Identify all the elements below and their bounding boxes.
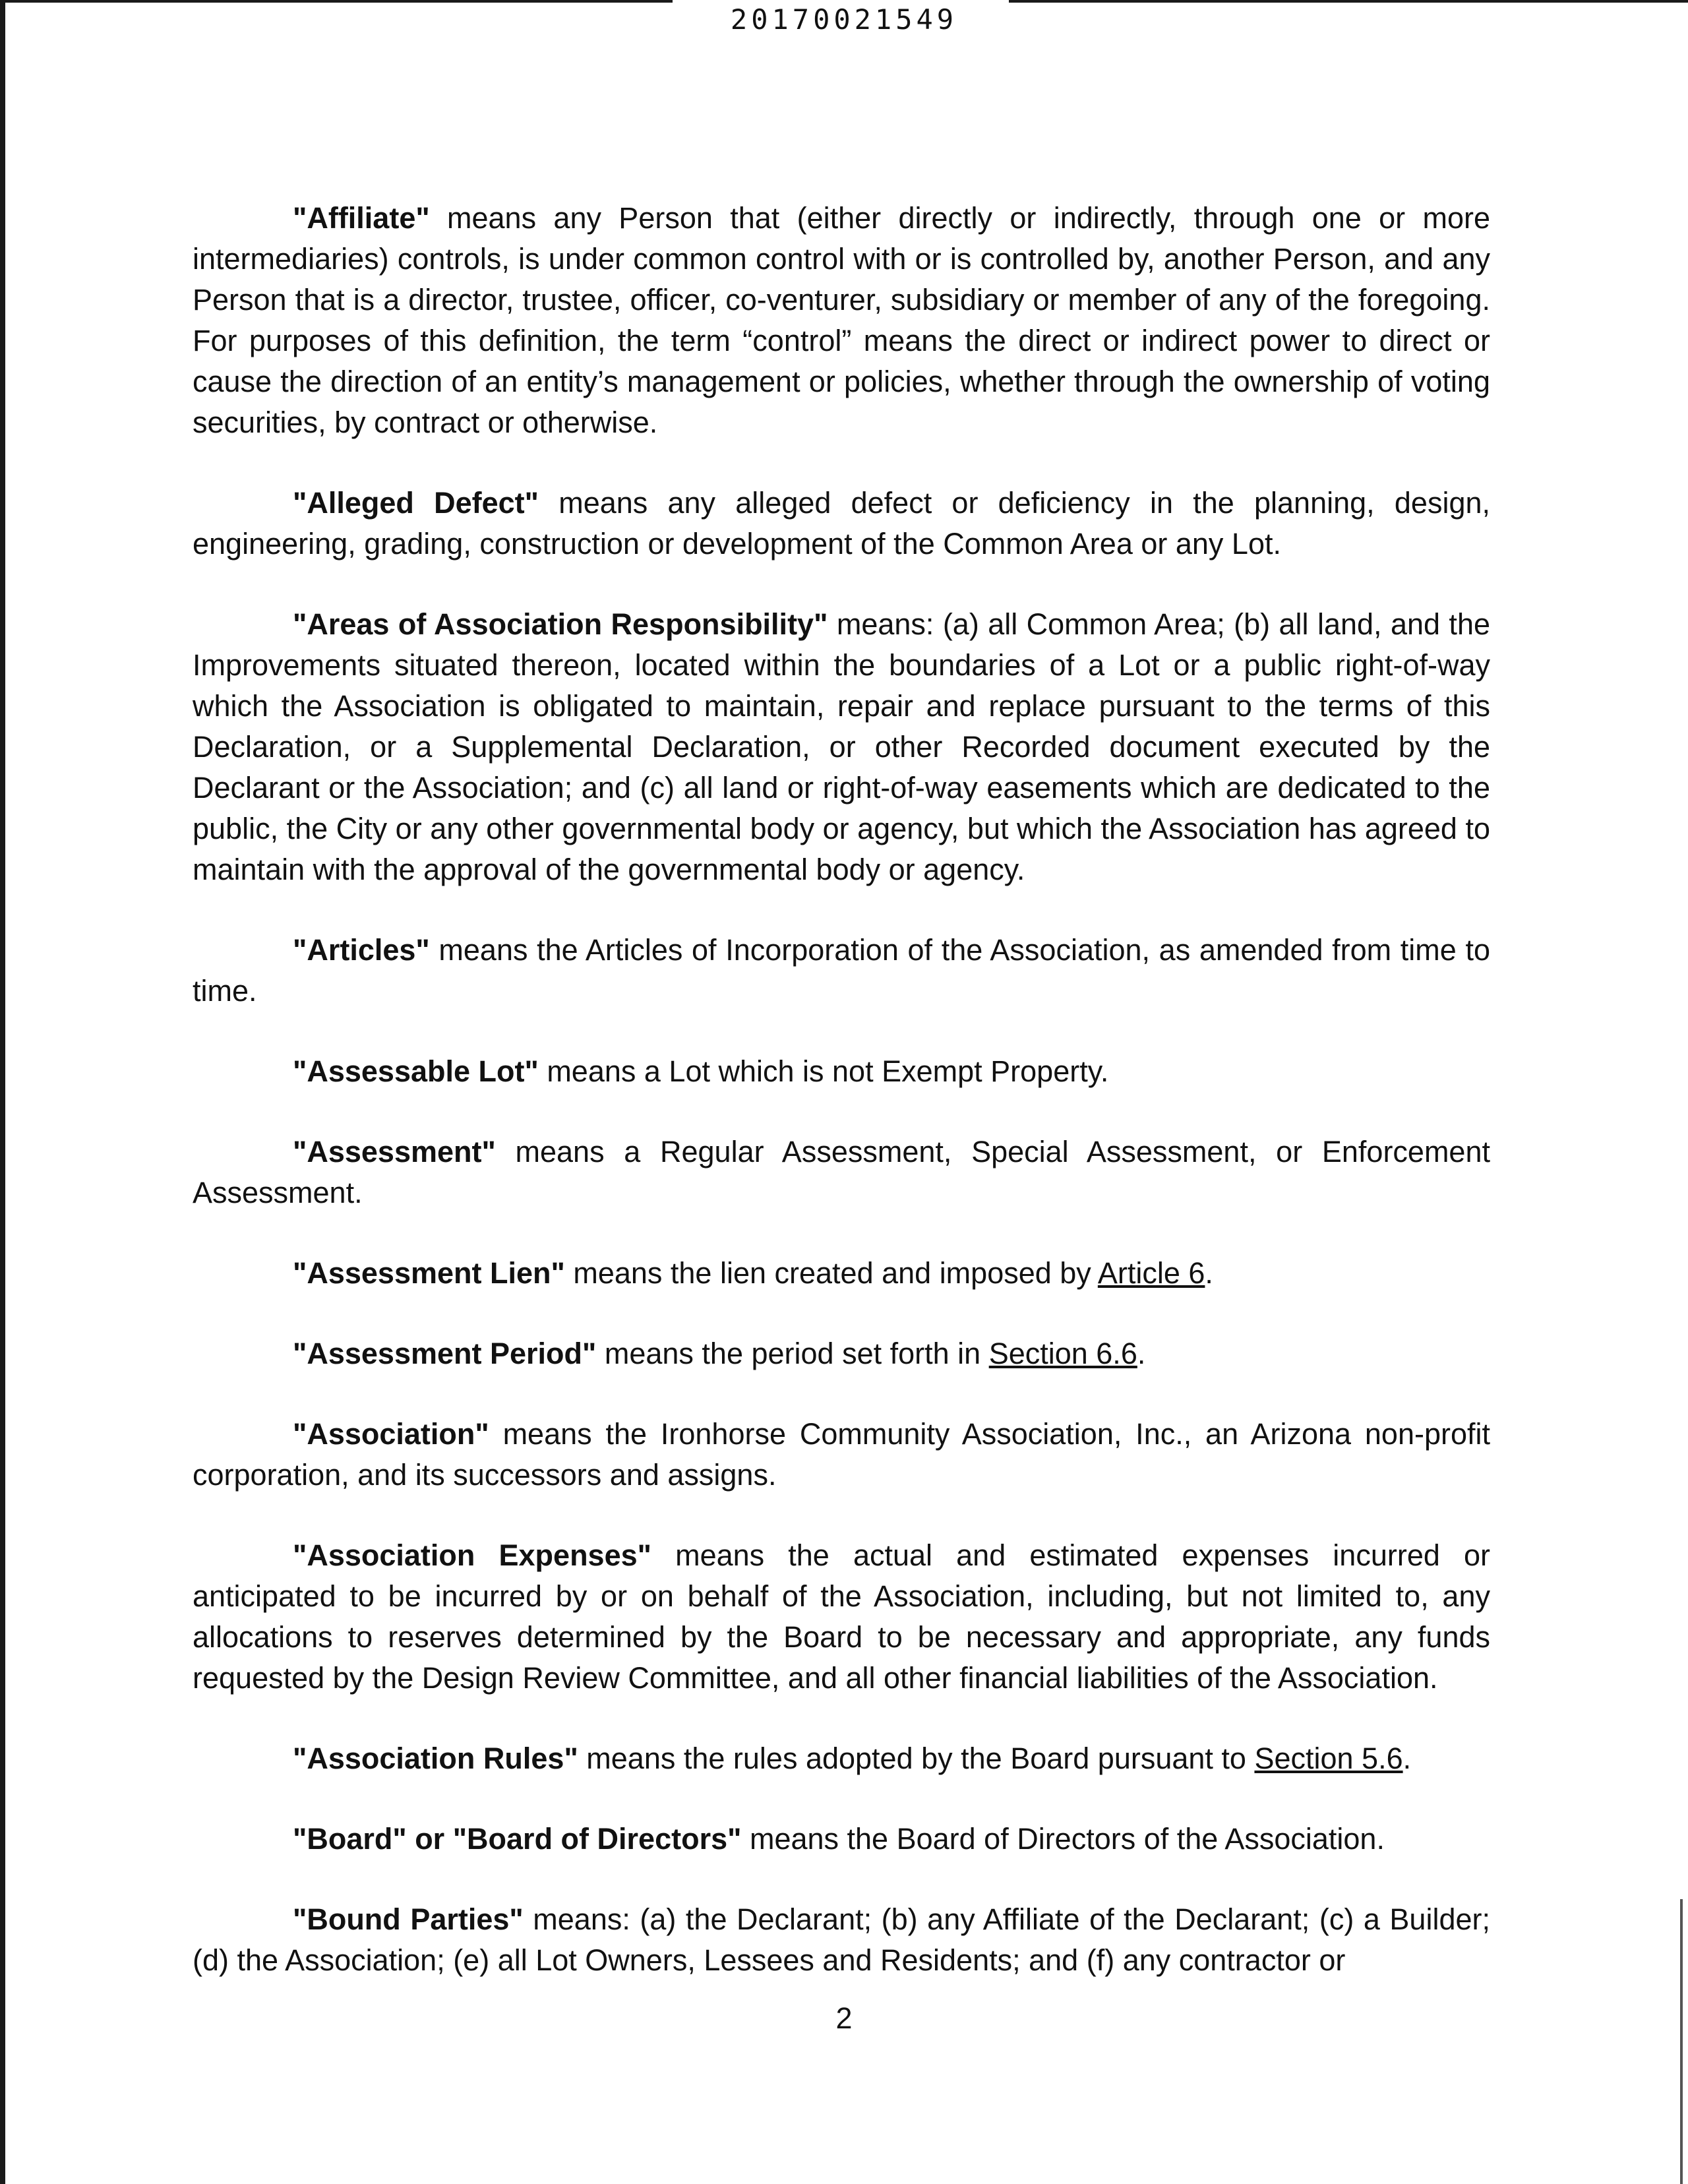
definition-text: means a Regular Assessment, Special Assessment, or Enforcement Assessment. (193, 1135, 1490, 1209)
term-connector: or (406, 1822, 453, 1856)
definition-text: means: (a) all Common Area; (b) all land, and the Improvements situated thereon, located within the boundaries of a Lot or a public right-of-way which the Association is obligated to maintain, repair and replace pursuant to the terms of this Declaration, or a Supplemental Declaration, or other Recorded document executed by the Declarant or the Association; and (c) all land or right-of-way easements which are dedicated to the public, the City or any other governmental body or agency, but which the Association has agreed to maintain with the approval of the governmental body or agency. (193, 607, 1490, 886)
term: "Alleged Defect" (293, 486, 539, 520)
definition-association-rules (193, 1738, 1490, 1779)
page-number: 2 (835, 2001, 853, 2035)
definition-assessment (193, 1132, 1490, 1213)
definition-text: means: (a) the Declarant; (b) any Affiliate of the Declarant; (c) a Builder; (d) the Association; (e) all Lot Owners, Lessees and Residents; and (f) any contractor or (193, 1902, 1490, 1977)
term: "Articles" (293, 933, 430, 967)
term: "Assessable Lot" (293, 1054, 539, 1088)
definition-text: means the rules adopted by the Board pursuant to (578, 1742, 1255, 1775)
definition-text-end: . (1137, 1337, 1146, 1370)
term: "Board" (293, 1822, 407, 1856)
definition-text-end: . (1402, 1742, 1412, 1775)
definition-assessable-lot (193, 1051, 1490, 1092)
term: "Affiliate" (293, 201, 430, 235)
scan-edge-left (0, 0, 5, 2184)
definition-text: means a Lot which is not Exempt Property. (538, 1054, 1109, 1088)
definition-text: means the Articles of Incorporation of the Association, as amended from time to time. (193, 933, 1490, 1008)
cross-reference-link[interactable]: Section 6.6 (988, 1337, 1137, 1370)
term: "Assessment" (293, 1135, 496, 1168)
term: "Association" (293, 1417, 489, 1451)
definition-affiliate (193, 198, 1490, 443)
term: "Association Expenses" (293, 1538, 651, 1572)
term: "Bound Parties" (293, 1902, 524, 1936)
definition-association-expenses (193, 1535, 1490, 1699)
definition-alleged-defect (193, 483, 1490, 564)
definition-text: means any alleged defect or deficiency in the planning, design, engineering, grading, construction or development of the Common Area or any Lot. (193, 486, 1490, 561)
recording-number: 20170021549 (730, 3, 958, 36)
term: "Areas of Association Responsibility" (293, 607, 828, 641)
definitions-body (193, 198, 1490, 1981)
definition-areas-of-association-responsibility (193, 604, 1490, 890)
definition-bound-parties (193, 1899, 1490, 1981)
scan-edge-right (1680, 1899, 1683, 2184)
definition-board (193, 1819, 1490, 1860)
definition-text-end: . (1205, 1256, 1213, 1290)
definition-text: means the actual and estimated expenses incurred or anticipated to be incurred by or on behalf of the Association, including, but not limited to, any allocations to reserves determined by the Board to be necessary and appropriate, any funds requested by the Design Review Committee, and all other financial liabilities of the Association. (193, 1538, 1491, 1695)
definition-articles (193, 930, 1490, 1012)
definition-text: means the period set forth in (596, 1337, 989, 1370)
term: "Assessment Period" (293, 1337, 597, 1370)
definition-text: means the Board of Directors of the Association. (741, 1822, 1385, 1856)
cross-reference-link[interactable]: Article 6 (1097, 1256, 1205, 1290)
definition-assessment-period (193, 1333, 1490, 1374)
definition-text: means the lien created and imposed by (564, 1256, 1098, 1290)
cross-reference-link[interactable]: Section 5.6 (1254, 1742, 1403, 1775)
definition-text: means any Person that (either directly or indirectly, through one or more intermediaries) controls, is under common control with or is controlled by, another Person, and any Person that is a director, trustee, officer, co-venturer, subsidiary or member of any of the foregoing. For purposes of this definition, the term “control” means the direct or indirect power to direct or cause the direction of an entity’s management or policies, whether through the ownership of voting securities, by contract or otherwise. (193, 201, 1490, 439)
definition-assessment-lien (193, 1253, 1490, 1294)
term: "Assessment Lien" (293, 1256, 565, 1290)
definition-text: means the Ironhorse Community Association, Inc., an Arizona non-profit corporation, and its successors and assigns. (193, 1417, 1490, 1492)
term-alternate: "Board of Directors" (452, 1822, 742, 1856)
term: "Association Rules" (293, 1742, 578, 1775)
definition-association (193, 1414, 1490, 1496)
